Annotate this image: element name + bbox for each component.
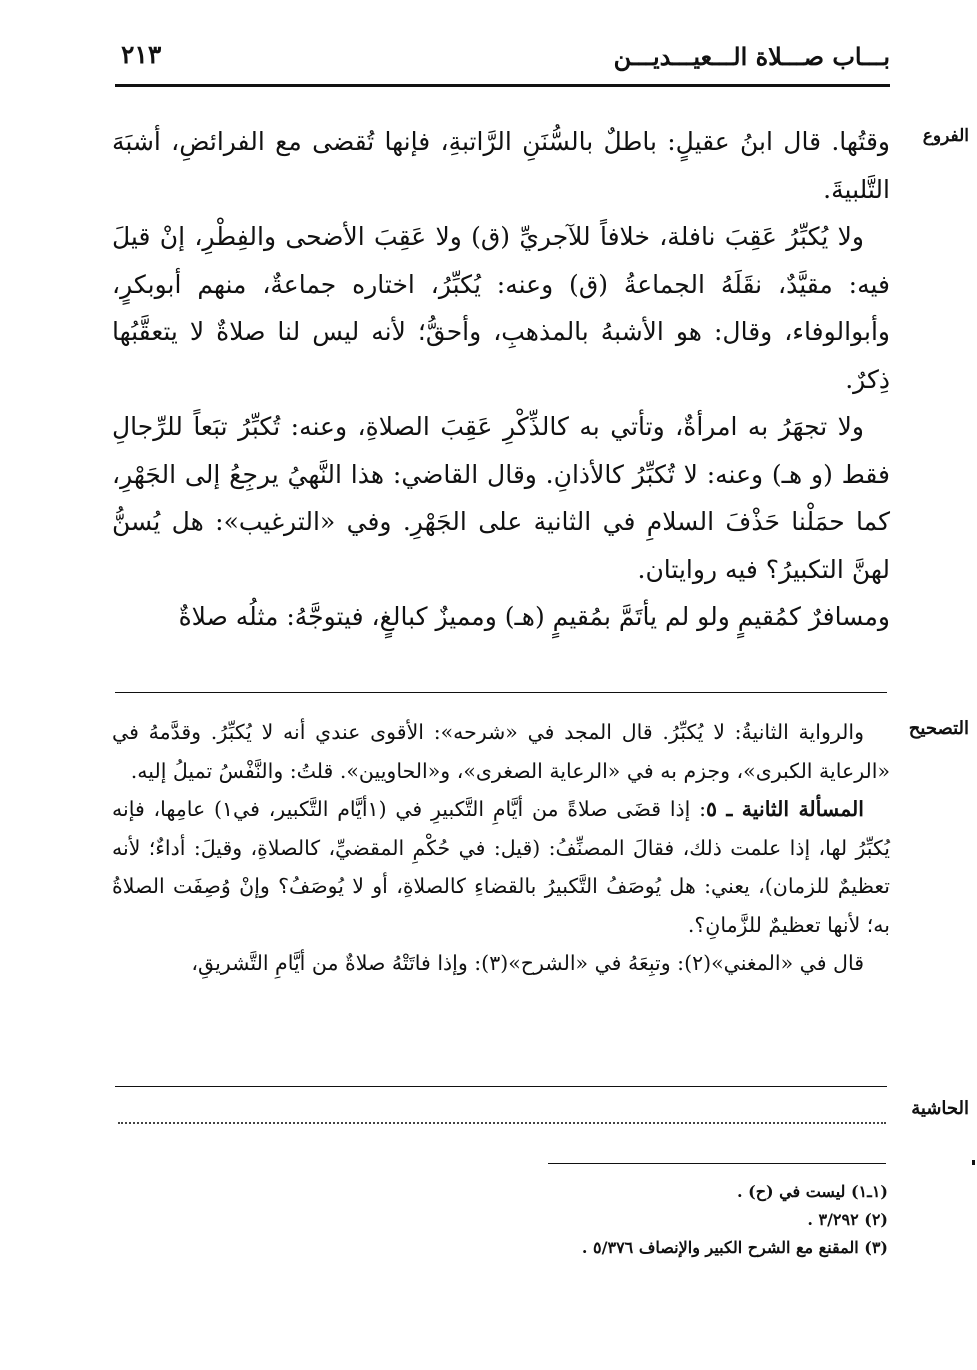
tashih-paragraph-1: والرواية الثانيةُ: لا يُكبِّرُ. قال المجد في «شرحه»: الأقوى عندي أنه لا يُكبِّرُ. وقدَّمهُ في «الرعاية الكبرى»، وجزم به في «الرعاية الصغرى»، و«الحاويين». قلتُ: والنَّفْسُ تميلُ إليه. <box>112 720 890 783</box>
furu-paragraph-1: وقتُها. قال ابنُ عقيلٍ: باطلٌ بالسُّنَنِ الرَّاتبةِ، فإنها تُقضى مع الفرائضِ، أشبَهَ التَّلبيةَ. <box>112 127 890 204</box>
section-label-tashih: التصحيح <box>908 718 969 739</box>
tashih-paragraph-2 <box>112 790 890 944</box>
section-label-hashiya: الحاشية <box>911 1098 969 1119</box>
chapter-title: بـــاب صـــلاة الـــعيـــديـــن <box>613 42 890 71</box>
footnote-rule <box>548 1163 886 1164</box>
hashiya-dotted-line <box>118 1122 886 1124</box>
section-divider <box>115 692 887 693</box>
issue-text: : إذا قضَى صلاةً من أيَّامِ التَّكبيرِ في (١أيَّام التَّكبير، في١) عامِها، فإنه يُكبِّرُ لها، إذا علمت ذلك، فقالَ المصنِّفُ: (قيل: في حُكْمِ المقضيِّ، كالصلاةِ، وقيلَ: أداءٌ؛ لأنه تعظيمٌ للزمان)، يعني: هل يُوصَفُ التَّكبيرُ بالقضاءِ كالصلاةِ، أو لا يُوصَفُ؟ وإنْ وُصِفَت الصلاةُ به؛ لأنها تعظيمٌ للزَّمانِ؟. <box>112 797 890 937</box>
furu-paragraph-3: ولا تجهَرُ به امرأةٌ، وتأتي به كالذِّكْرِ عَقِبَ الصلاةِ، وعنه: تُكبِّرُ تبَعاً للرِّجالِ فقط (و هـ) وعنه: لا تُكبِّرُ كالأذانِ. وقال القاضي: هذا النَّهيُ يرجِعُ إلى الجَهْرِ، كما حمَلْنا حَذْفَ السلامِ في الثانية على الجَهْرِ. وفي «الترغيب»: هل يُسنُّ لهنَّ التكبيرُ؟ فيه روايتان. <box>112 412 890 584</box>
header-rule <box>115 84 890 87</box>
margin-mark <box>972 1160 975 1165</box>
footnote: (٢) ٣/٢٩٢ . <box>807 1210 888 1229</box>
page-header <box>115 40 890 86</box>
furu-text <box>112 118 890 641</box>
footnote: (١ـ١) ليست في (ح) . <box>736 1182 888 1201</box>
tashih-text <box>112 713 890 983</box>
footnote: (٣) المقنع مع الشرح الكبير والإنصاف ٥/٣٧٦ . <box>581 1238 888 1257</box>
furu-paragraph-2: ولا يُكبِّرُ عَقِبَ نافلة، خلافاً للآجريِّ (ق) ولا عَقِبَ الأضحى والفِطْرِ، إنْ قيلَ فيه: مقيَّدٌ، نقَلَهُ الجماعةُ (ق) وعنه: يُكبِّرُ، اختاره جماعةٌ، منهم أبوبكرٍ، وأبوالوفاء، وقال: هو الأشبهُ بالمذهبِ، وأحقُّ؛ لأنه ليس لنا صلاةٌ لا يتعقَّبُها ذِكرٌ. <box>112 222 890 394</box>
furu-paragraph-4: ومسافرٌ كمُقيمٍ ولو لم يأتَمَّ بمُقيمٍ (هـ) ومميزٌ كبالغٍ، فيتوجَّهُ: مثلُه صلاةٌ <box>178 602 890 631</box>
tashih-paragraph-3: قال في «المغني»(٢): وتبِعَهُ في «الشرح»(٣): وإذا فاتَتْهُ صلاةٌ من أيَّامِ التَّشريقِ، <box>191 951 864 975</box>
footnotes <box>420 1178 888 1262</box>
page-number: ٢١٣ <box>121 40 162 69</box>
issue-heading: المسألة الثانية ـ ٥ <box>706 797 865 821</box>
section-divider <box>115 1086 887 1087</box>
section-label-furu: الفروع <box>922 126 969 146</box>
